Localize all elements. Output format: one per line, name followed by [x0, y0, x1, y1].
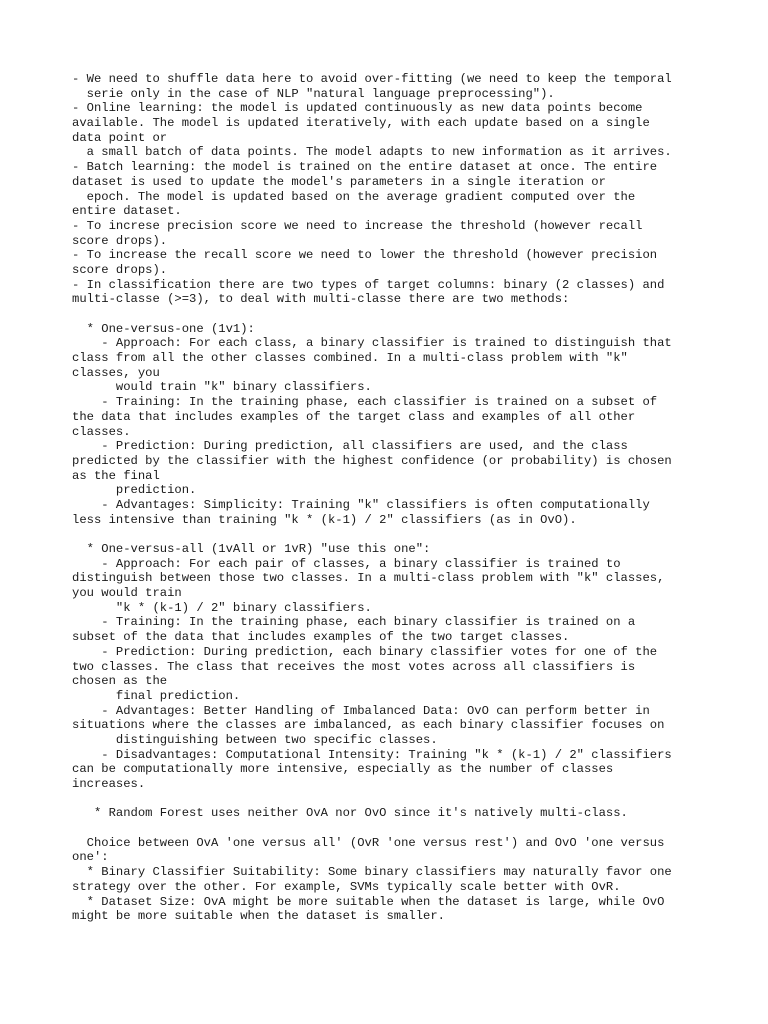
- text-line: a small batch of data points. The model adapts to new information as it arrives.: [72, 145, 672, 160]
- text-line: two classes. The class that receives the most votes across all classifiers is: [72, 659, 636, 674]
- text-line: distinguishing between two specific classes.: [72, 732, 438, 747]
- blank-line: [72, 527, 712, 542]
- text-line: serie only in the case of NLP "natural language preprocessing").: [72, 86, 555, 101]
- text-line: score drops).: [72, 233, 168, 248]
- text-line: classes.: [72, 424, 131, 439]
- text-line: would train "k" binary classifiers.: [72, 380, 372, 395]
- text-line: - Prediction: During prediction, all classifiers are used, and the class: [72, 439, 628, 454]
- text-line: * Binary Classifier Suitability: Some binary classifiers may naturally favor one: [72, 865, 672, 880]
- text-line: - Approach: For each class, a binary classifier is trained to distinguish that: [72, 336, 672, 351]
- text-line: - Disadvantages: Computational Intensity: Training "k * (k-1) / 2" classifiers: [72, 747, 672, 762]
- text-line: * One-versus-one (1v1):: [72, 321, 255, 336]
- text-line: Choice between OvA 'one versus all' (OvR 'one versus rest') and OvO 'one versus: [72, 835, 665, 850]
- text-line: "k * (k-1) / 2" binary classifiers.: [72, 600, 372, 615]
- text-line: strategy over the other. For example, SVMs typically scale better with OvR.: [72, 879, 621, 894]
- text-line: the data that includes examples of the target class and examples of all other: [72, 409, 636, 424]
- text-line: - Prediction: During prediction, each binary classifier votes for one of the: [72, 644, 658, 659]
- text-line: final prediction.: [72, 688, 241, 703]
- text-line: * Random Forest uses neither OvA nor OvO since it's natively multi-class.: [72, 806, 628, 821]
- blank-line: [72, 821, 712, 836]
- text-line: classes, you: [72, 365, 160, 380]
- text-line: - In classification there are two types of target columns: binary (2 classes) and: [72, 277, 665, 292]
- text-line: - To increase the recall score we need to lower the threshold (however precision: [72, 248, 658, 263]
- text-line: predicted by the classifier with the highest confidence (or probability) is chosen: [72, 453, 672, 468]
- text-line: - Training: In the training phase, each binary classifier is trained on a: [72, 615, 636, 630]
- text-line: distinguish between those two classes. In a multi-class problem with "k" classes,: [72, 571, 665, 586]
- text-line: you would train: [72, 586, 182, 601]
- text-line: dataset is used to update the model's parameters in a single iteration or: [72, 174, 606, 189]
- text-line: prediction.: [72, 483, 197, 498]
- text-line: less intensive than training "k * (k-1) / 2" classifiers (as in OvO).: [72, 512, 577, 527]
- text-line: - Training: In the training phase, each classifier is trained on a subset of: [72, 395, 658, 410]
- text-line: - Advantages: Better Handling of Imbalanced Data: OvO can perform better in: [72, 703, 650, 718]
- text-line: as the final: [72, 468, 160, 483]
- text-line: can be computationally more intensive, especially as the number of classes: [72, 762, 614, 777]
- text-line: * Dataset Size: OvA might be more suitable when the dataset is large, while OvO: [72, 894, 665, 909]
- blank-line: [72, 307, 712, 322]
- text-line: - Approach: For each pair of classes, a binary classifier is trained to: [72, 556, 621, 571]
- text-line: entire dataset.: [72, 204, 182, 219]
- text-line: available. The model is updated iteratively, with each update based on a single: [72, 116, 650, 131]
- text-line: - To increse precision score we need to increase the threshold (however recall: [72, 218, 643, 233]
- text-line: might be more suitable when the dataset is smaller.: [72, 909, 445, 924]
- text-line: increases.: [72, 777, 146, 791]
- text-line: - Online learning: the model is updated continuously as new data points become: [72, 101, 643, 116]
- text-line: - We need to shuffle data here to avoid over-fitting (we need to keep the temporal: [72, 72, 672, 86]
- text-line: data point or: [72, 130, 168, 145]
- document-page: [72, 72, 712, 924]
- text-line: score drops).: [72, 262, 168, 277]
- text-line: subset of the data that includes examples of the two target classes.: [72, 630, 570, 645]
- text-line: situations where the classes are imbalanced, as each binary classifier focuses on: [72, 718, 665, 733]
- text-line: class from all the other classes combined. In a multi-class problem with "k": [72, 351, 628, 366]
- text-line: one':: [72, 850, 109, 865]
- text-line: epoch. The model is updated based on the average gradient computed over the: [72, 189, 636, 204]
- text-line: * One-versus-all (1vAll or 1vR) "use this one":: [72, 542, 431, 556]
- text-line: multi-classe (>=3), to deal with multi-classe there are two methods:: [72, 292, 570, 307]
- text-line: - Batch learning: the model is trained on the entire dataset at once. The entire: [72, 160, 658, 175]
- text-line: chosen as the: [72, 674, 168, 689]
- text-line: - Advantages: Simplicity: Training "k" classifiers is often computationally: [72, 497, 650, 512]
- blank-line: [72, 792, 712, 807]
